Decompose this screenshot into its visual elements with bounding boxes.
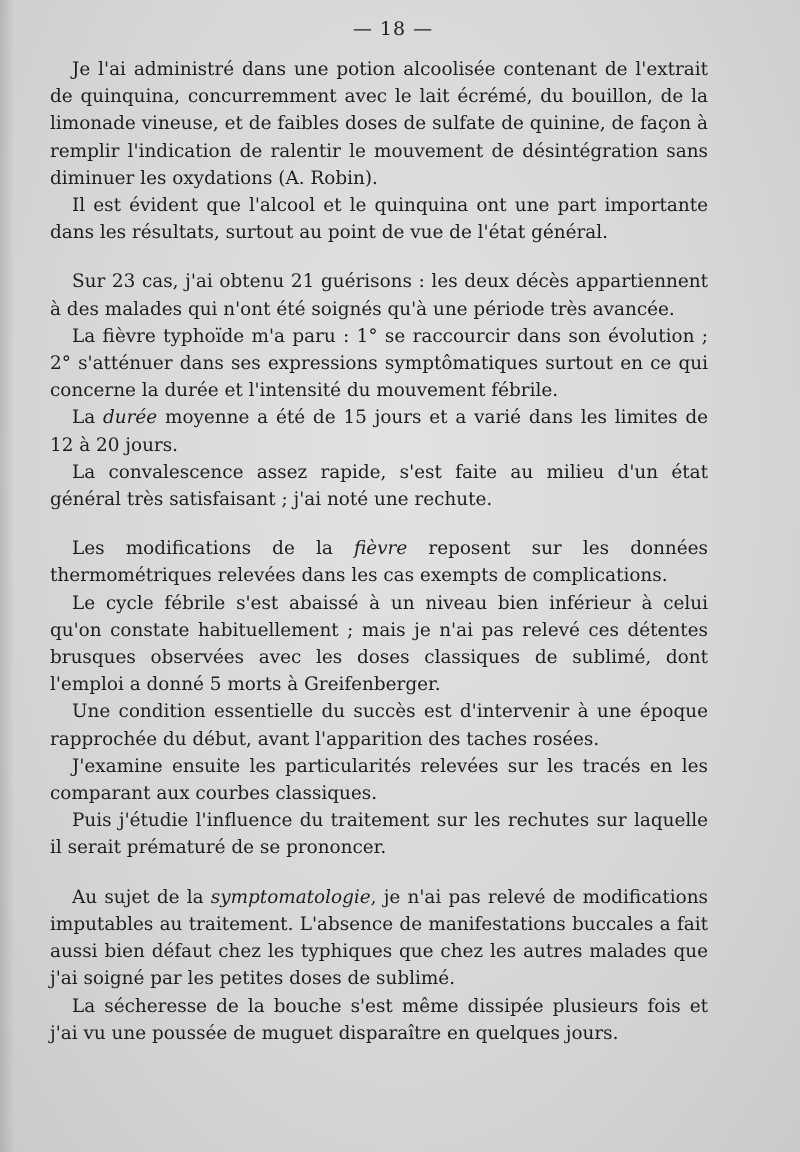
text-segment: La sécheresse de la bouche s'est même dissipée plusieurs fois et j'ai vu une poussée de muguet disparaître en quelques jours. — [50, 995, 708, 1044]
text-segment: Je l'ai administré dans une potion alcoolisée contenant de l'extrait de quinquina, concurremment avec le lait écrémé, du bouillon, de la limonade vineuse, et de faibles doses de sulfate de quinine, de façon à remplir l'indication de ralentir le mouvement de désintégration sans diminuer les oxydations (A. Robin). — [50, 59, 708, 189]
body-text — [50, 56, 708, 1047]
text-section — [50, 56, 708, 246]
text-segment: , je n'ai pas relevé de modifications imputables au traitement. L'absence de manifestations buccales a fait aussi bien défaut chez les typhiques que chez les autres malades que j'ai soigné par les petites doses de sublimé. — [50, 886, 708, 990]
text-section — [50, 535, 708, 861]
paragraph — [50, 807, 708, 861]
paragraph — [50, 192, 708, 246]
paragraph — [50, 590, 708, 699]
page-edge-shadow — [0, 0, 14, 1152]
paragraph — [50, 268, 708, 322]
text-segment: La — [72, 407, 103, 429]
italic-term: symptomatologie — [210, 886, 371, 908]
text-segment: J'examine ensuite les particularités relevées sur les tracés en les comparant aux courbes classiques. — [50, 755, 708, 805]
text-segment: La convalescence assez rapide, s'est faite au milieu d'un état général très satisfaisant ; j'ai noté une rechute. — [50, 461, 708, 511]
italic-term: durée — [103, 407, 158, 429]
paragraph — [50, 323, 708, 405]
paragraph — [50, 753, 708, 807]
italic-term: fièvre — [354, 538, 408, 560]
text-segment: Sur 23 cas, j'ai obtenu 21 guérisons : les deux décès appartiennent à des malades qui n'ont été soignés qu'à une période très avancée. — [50, 271, 708, 320]
paragraph — [50, 993, 708, 1047]
text-segment: La fièvre typhoïde m'a paru : 1° se raccourcir dans son évolution ; 2° s'atténuer dans ses expressions symptômatiques surtout en ce qui concerne la durée et l'intensité du mouvement fébrile. — [50, 325, 708, 402]
page-number: — 18 — — [352, 18, 434, 40]
text-segment: moyenne a été de 15 jours et a varié dans les limites de 12 à 20 jours. — [50, 407, 708, 456]
text-section — [50, 268, 708, 513]
text-segment: Puis j'étudie l'influence du traitement sur les rechutes sur laquelle il serait prématuré de se prononcer. — [50, 810, 708, 859]
text-segment: reposent sur les données thermométriques relevées dans les cas exempts de complications. — [50, 538, 708, 587]
text-segment: Les modifications de la — [72, 538, 355, 560]
text-segment: Au sujet de la — [72, 886, 211, 908]
text-segment: Une condition essentielle du succès est d'intervenir à une époque rapprochée du début, avant l'apparition des taches rosées. — [50, 701, 708, 750]
paragraph — [50, 884, 708, 993]
paragraph — [50, 56, 708, 192]
paragraph — [50, 459, 708, 513]
text-section — [50, 884, 708, 1047]
text-segment: Il est évident que l'alcool et le quinquina ont une part importante dans les résultats, surtout au point de vue de l'état général. — [50, 195, 708, 244]
paragraph — [50, 535, 708, 589]
paragraph — [50, 698, 708, 752]
text-segment: Le cycle fébrile s'est abaissé à un niveau bien inférieur à celui qu'on constate habituellement ; mais je n'ai pas relevé ces détentes brusques observées avec les doses classiques de sublimé, dont l'emploi a donné 5 morts à Greifenberger. — [50, 592, 708, 696]
paragraph — [50, 404, 708, 458]
